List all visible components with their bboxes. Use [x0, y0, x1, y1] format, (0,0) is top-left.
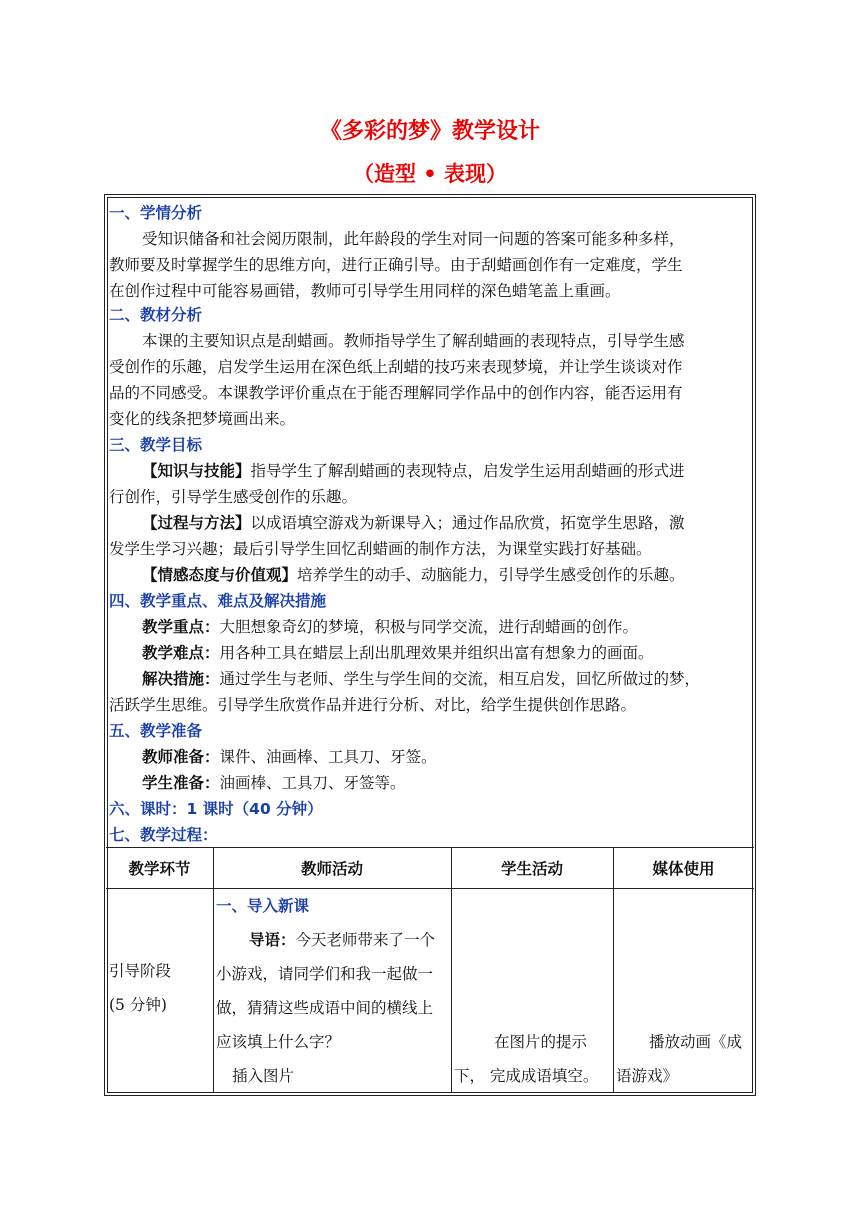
- goal-text: 指导学生了解刮蜡画的表现特点，启发学生运用刮蜡画的形式进: [250, 462, 685, 480]
- table-header-student: 学生活动: [500, 860, 563, 878]
- table-column-divider: [451, 847, 452, 1093]
- section-text-line: 行创作，引导学生感受创作的乐趣。: [109, 488, 358, 506]
- solution-text: 通过学生与老师、学生与学生间的交流，相互启发，回忆所做过的梦，: [219, 670, 701, 688]
- intro-label: 导语：: [249, 930, 296, 949]
- section-text-line: 本课的主要知识点是刮蜡画。教师指导学生了解刮蜡画的表现特点，引导学生感: [142, 332, 685, 350]
- teacher-preparation: [109, 744, 788, 770]
- stage-cell: 引导阶段: [109, 962, 172, 980]
- section-heading-goals: 三、教学目标: [109, 436, 203, 454]
- key-text: 大胆想象奇幻的梦境，积极与同学交流，进行刮蜡画的创作。: [219, 618, 639, 636]
- prep-label: 学生准备：: [142, 773, 220, 792]
- section-text-line: 品的不同感受。本课教学评价重点在于能否理解同学作品中的创作内容，能否运用有: [109, 384, 683, 402]
- difficulty-text: 用各种工具在蜡层上刮出肌理效果并组织出富有想象力的画面。: [219, 644, 654, 662]
- table-header-teacher: 教师活动: [300, 860, 363, 878]
- section-text-line: 受创作的乐趣，启发学生运用在深色纸上刮蜡的技巧来表现梦境，并让学生谈谈对作: [109, 358, 683, 376]
- goal-knowledge: [109, 458, 788, 484]
- document-subtitle: （造型 • 表现）: [352, 162, 508, 186]
- key-label: 教学重点：: [142, 617, 220, 636]
- goal-label: 【过程与方法】: [142, 513, 251, 532]
- section-heading-preparation: 五、教学准备: [109, 722, 203, 740]
- student-preparation: [109, 770, 788, 796]
- media-use-line: 播放动画《成: [649, 1033, 743, 1051]
- goal-label: 【情感态度与价值观】: [142, 565, 298, 584]
- stage-duration: (5 分钟): [109, 996, 167, 1014]
- media-use-line: 语游戏》: [616, 1067, 679, 1085]
- difficulty-point: [109, 640, 788, 666]
- teacher-activity-line: 插入图片: [232, 1067, 295, 1085]
- teacher-activity-line: 小游戏，请同学们和我一起做一: [216, 965, 434, 983]
- key-point: [109, 614, 788, 640]
- goal-text: 以成语填空游戏为新课导入；通过作品欣赏，拓宽学生思路，激: [250, 514, 685, 532]
- section-text-line: 受知识储备和社会阅历限制，此年龄段的学生对同一问题的答案可能多种多样，: [142, 230, 685, 248]
- table-header-divider: [106, 888, 754, 889]
- difficulty-label: 教学难点：: [142, 643, 220, 662]
- section-heading-key-points: 四、教学重点、难点及解决措施: [109, 592, 327, 610]
- teacher-activity-heading: 一、导入新课: [216, 897, 310, 915]
- section-text-line: 发学生学习兴趣；最后引导学生回忆刮蜡画的制作方法，为课堂实践打好基础。: [109, 540, 652, 558]
- section-heading-material: 二、教材分析: [109, 306, 203, 324]
- prep-label: 教师准备：: [142, 747, 220, 766]
- intro-text: 今天老师带来了一个: [295, 931, 436, 949]
- section-text-line: 变化的线条把梦境画出来。: [109, 410, 296, 428]
- document-title: 《多彩的梦》教学设计: [319, 119, 540, 144]
- student-activity-line: 下， 完成成语填空。: [454, 1067, 599, 1085]
- prep-text: 油画棒、工具刀、牙签等。: [219, 774, 406, 792]
- solution-label: 解决措施：: [142, 669, 220, 688]
- teacher-activity-line: 应该填上什么字？: [216, 1033, 341, 1051]
- table-header-stage: 教学环节: [128, 860, 191, 878]
- prep-text: 课件、油画棒、工具刀、牙签。: [219, 748, 437, 766]
- goal-emotion: [109, 562, 788, 588]
- table-header-media: 媒体使用: [652, 860, 715, 878]
- table-column-divider: [613, 847, 614, 1093]
- section-text-line: 在创作过程中可能容易画错，教师可引导学生用同样的深色蜡笔盖上重画。: [109, 282, 621, 300]
- goal-label: 【知识与技能】: [142, 461, 251, 480]
- table-column-divider: [213, 847, 214, 1093]
- solution-point: [109, 666, 788, 692]
- student-activity-line: 在图片的提示: [494, 1033, 588, 1051]
- teacher-activity-line: 做，猜猜这些成语中间的横线上: [216, 999, 434, 1017]
- section-heading-analysis: 一、学情分析: [109, 204, 203, 222]
- goal-text: 培养学生的动手、动脑能力，引导学生感受创作的乐趣。: [297, 566, 685, 584]
- table-border-top: [106, 847, 754, 848]
- section-text-line: 活跃学生思维。引导学生欣赏作品并进行分析、对比，给学生提供创作思路。: [109, 696, 637, 714]
- goal-process: [109, 510, 788, 536]
- section-heading-class-hours: 六、课时：1 课时（40 分钟）: [109, 800, 323, 818]
- teacher-activity-line: [249, 923, 435, 957]
- section-heading-process: 七、教学过程：: [109, 826, 218, 844]
- section-text-line: 教师要及时掌握学生的思维方向，进行正确引导。由于刮蜡画创作有一定难度，学生: [109, 256, 683, 274]
